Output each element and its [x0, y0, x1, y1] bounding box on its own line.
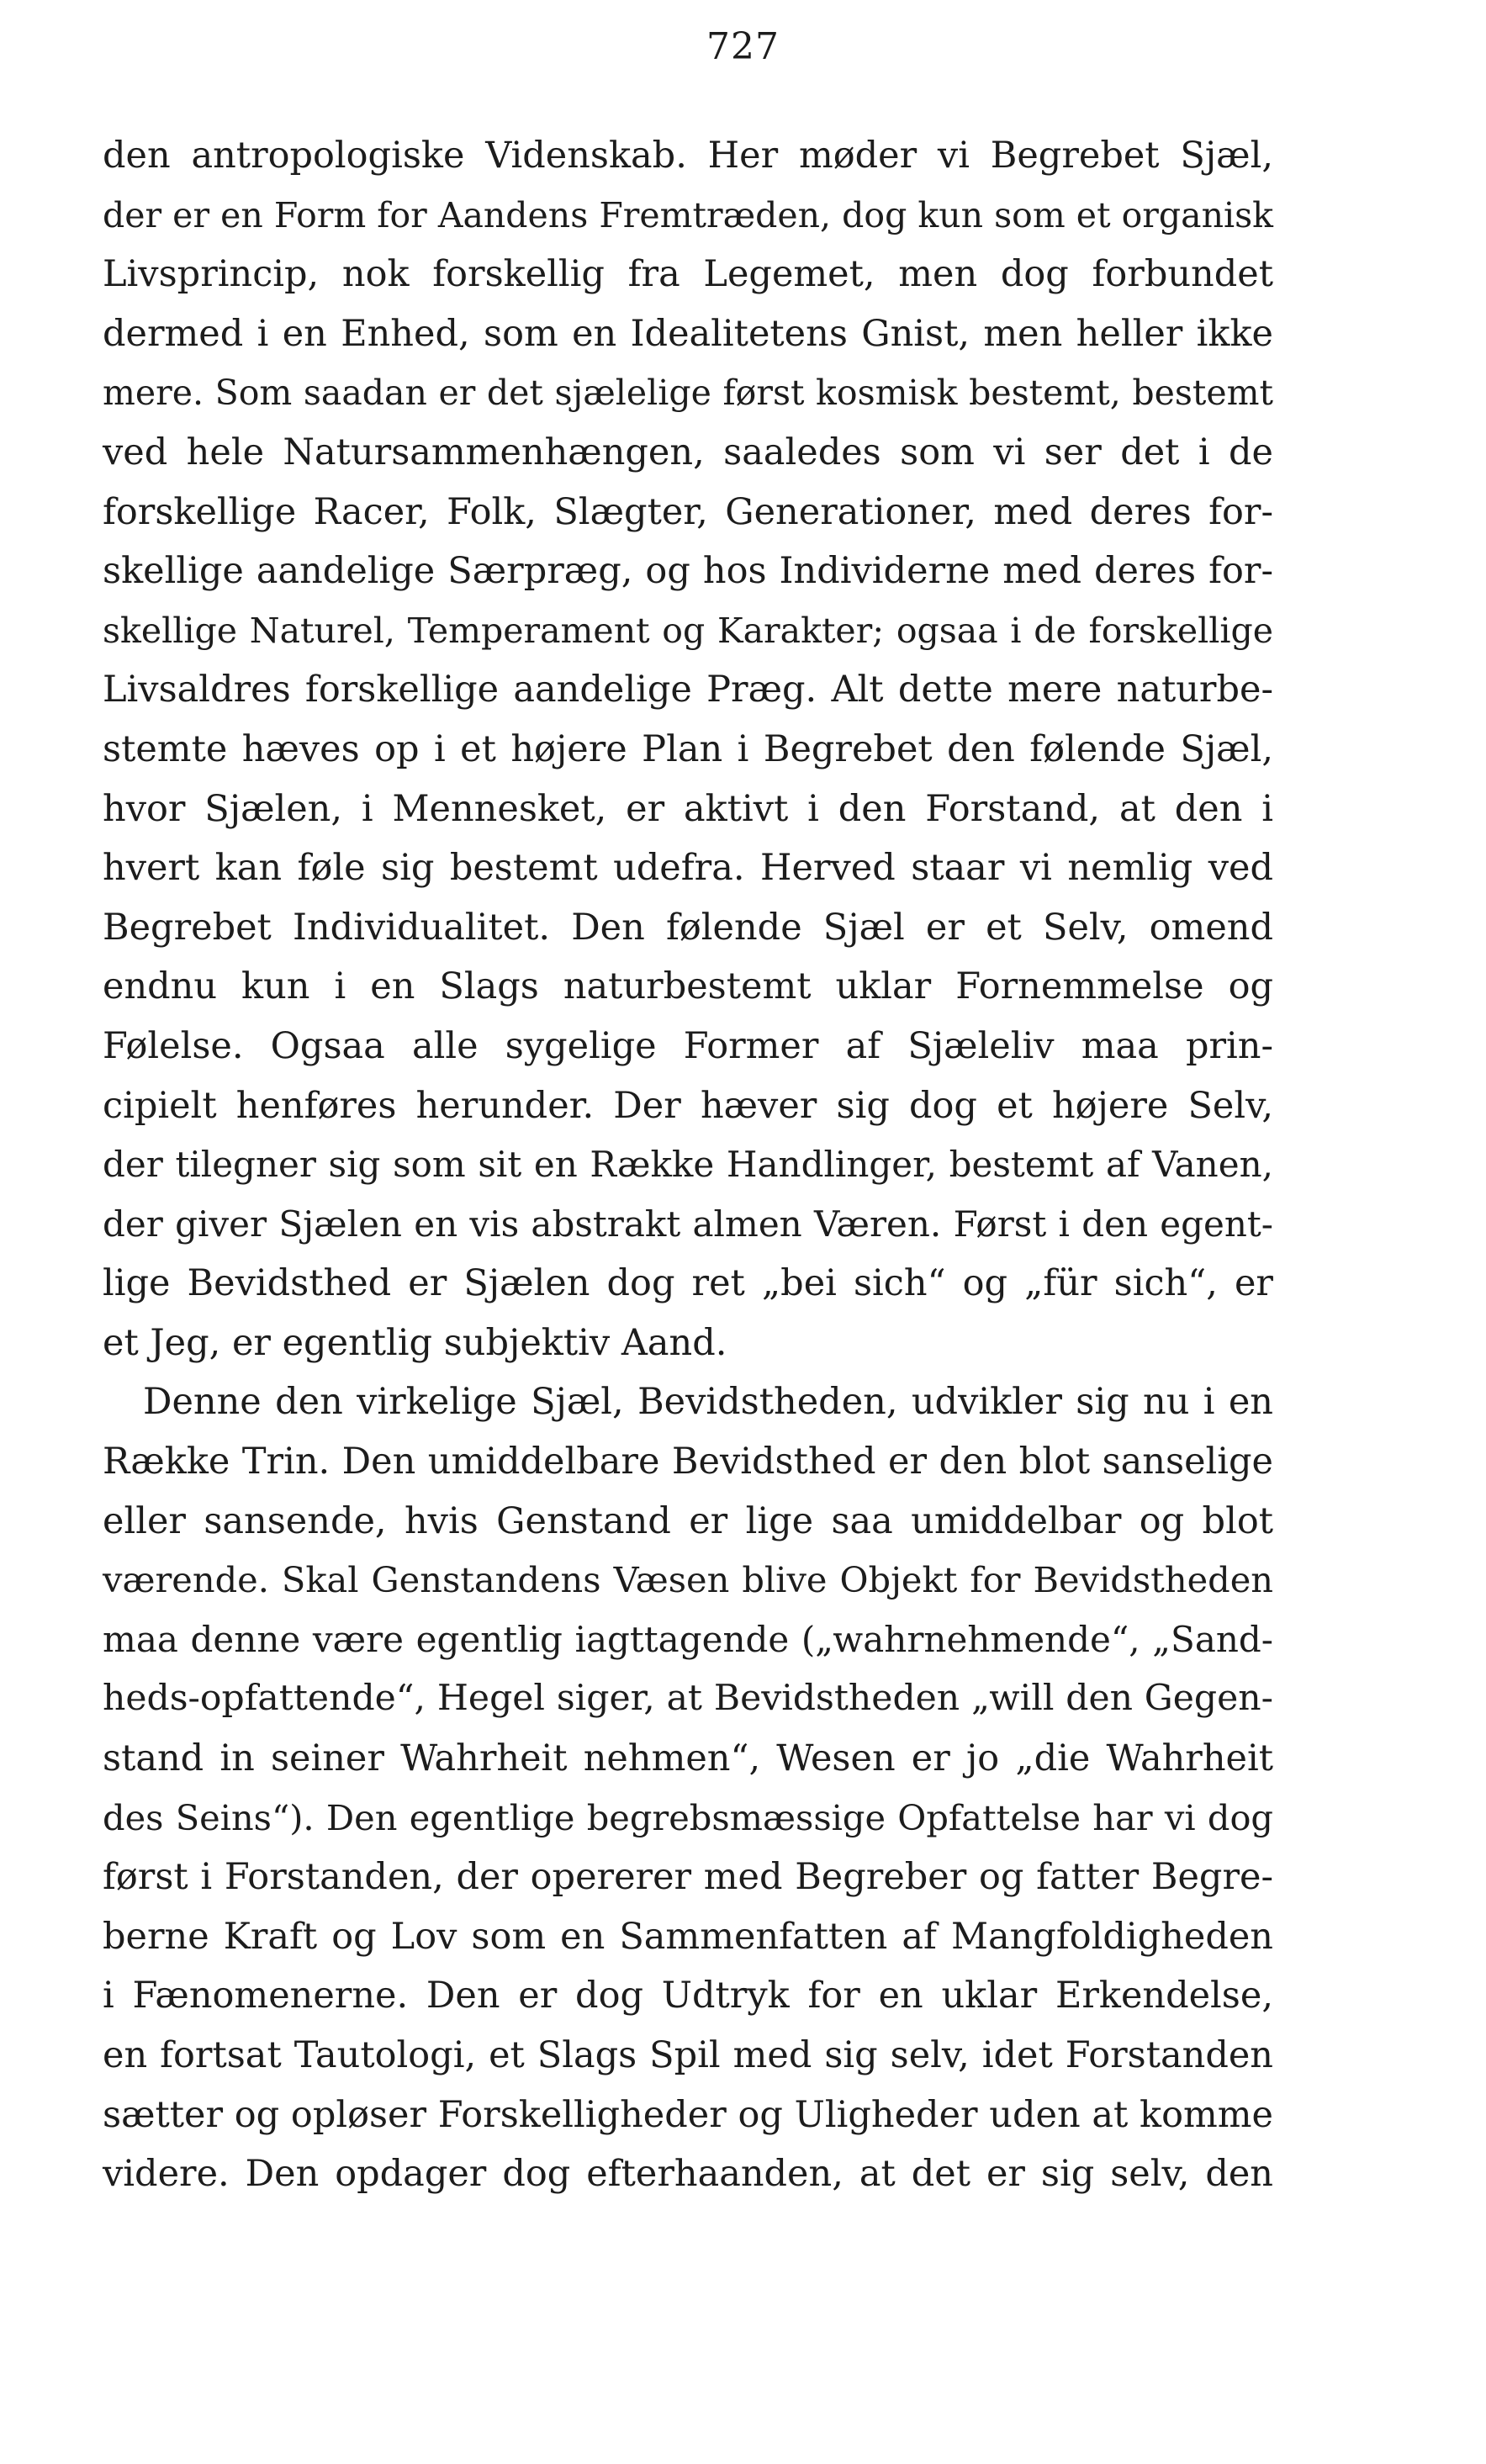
text-line: maa denne være egentlig iagttagende („wahrnehmende“, „Sand- — [103, 1618, 1273, 1660]
text-line: cipielt henføres herunder. Der hæver sig dog et højere Selv, — [103, 1084, 1273, 1127]
text-line: heds-opfattende“, Hegel siger, at Bevidstheden „will den Gegen- — [103, 1678, 1273, 1720]
text-line: lige Bevidsthed er Sjælen dog ret „bei sich“ og „für sich“, er — [103, 1262, 1273, 1305]
text-line: sætter og opløser Forskelligheder og Uligheder uden at komme — [103, 2093, 1273, 2136]
text-line: des Seins“). Den egentlige begrebsmæssige Opfattelse har vi dog — [103, 1796, 1273, 1838]
text-line: der er en Form for Aandens Fremtræden, dog kun som et organisk — [103, 194, 1273, 235]
text-line: den antropologiske Videnskab. Her møder vi Begrebet Sjæl, — [103, 135, 1273, 177]
text-line: videre. Den opdager dog efterhaanden, at det er sig selv, den — [103, 2153, 1273, 2196]
text-line: der giver Sjælen en vis abstrakt almen Væren. Først i den egent- — [103, 1203, 1273, 1245]
text-line: mere. Som saadan er det sjælelige først kosmisk bestemt, bestemt — [103, 373, 1273, 414]
text-line: forskellige Racer, Folk, Slægter, Generationer, med deres for- — [103, 490, 1273, 533]
text-line: hvor Sjælen, i Mennesket, er aktivt i den Forstand, at den i — [103, 787, 1273, 830]
page-number: 727 — [706, 25, 780, 68]
text-line: værende. Skal Genstandens Væsen blive Objekt for Bevidstheden — [103, 1559, 1273, 1601]
text-line: først i Forstanden, der opererer med Begreber og fatter Begre- — [103, 1856, 1273, 1899]
text-line: Række Trin. Den umiddelbare Bevidsthed er den blot sanselige — [103, 1441, 1273, 1483]
text-line: skellige Naturel, Temperament og Karakter; ogsaa i de forskellige — [103, 610, 1273, 651]
text-line: der tilegner sig som sit en Række Handlinger, bestemt af Vanen, — [103, 1144, 1273, 1186]
text-line: Begrebet Individualitet. Den følende Sjæl er et Selv, omend — [103, 906, 1273, 949]
text-line: stand in seiner Wahrheit nehmen“, Wesen er jo „die Wahrheit — [103, 1737, 1273, 1780]
body-text — [103, 126, 1273, 2204]
text-line: skellige aandelige Særpræg, og hos Individerne med deres for- — [103, 550, 1273, 593]
text-line: Denne den virkelige Sjæl, Bevidstheden, udvikler sig nu i en — [143, 1381, 1273, 1424]
text-line: i Fænomenerne. Den er dog Udtryk for en uklar Erkendelse, — [103, 1975, 1273, 2017]
text-line: endnu kun i en Slags naturbestemt uklar Fornemmelse og — [103, 965, 1273, 1008]
text-line: stemte hæves op i et højere Plan i Begrebet den følende Sjæl, — [103, 727, 1273, 770]
text-line: berne Kraft og Lov som en Sammenfatten af Mangfoldigheden — [103, 1915, 1273, 1958]
text-line: et Jeg, er egentlig subjektiv Aand. — [103, 1321, 727, 1364]
text-line: hvert kan føle sig bestemt udefra. Herved staar vi nemlig ved — [103, 847, 1273, 890]
text-line: Livsprincip, nok forskellig fra Legemet, men dog forbundet — [103, 253, 1273, 296]
text-line: dermed i en Enhed, som en Idealitetens Gnist, men heller ikke — [103, 312, 1273, 355]
text-line: eller sansende, hvis Genstand er lige saa umiddelbar og blot — [103, 1499, 1273, 1542]
text-line: ved hele Natursammenhængen, saaledes som vi ser det i de — [103, 431, 1273, 473]
text-line: Følelse. Ogsaa alle sygelige Former af Sjæleliv maa prin- — [103, 1024, 1273, 1067]
text-line: Livsaldres forskellige aandelige Præg. Alt dette mere naturbe- — [103, 669, 1273, 711]
text-line: en fortsat Tautologi, et Slags Spil med sig selv, idet Forstanden — [103, 2034, 1273, 2076]
